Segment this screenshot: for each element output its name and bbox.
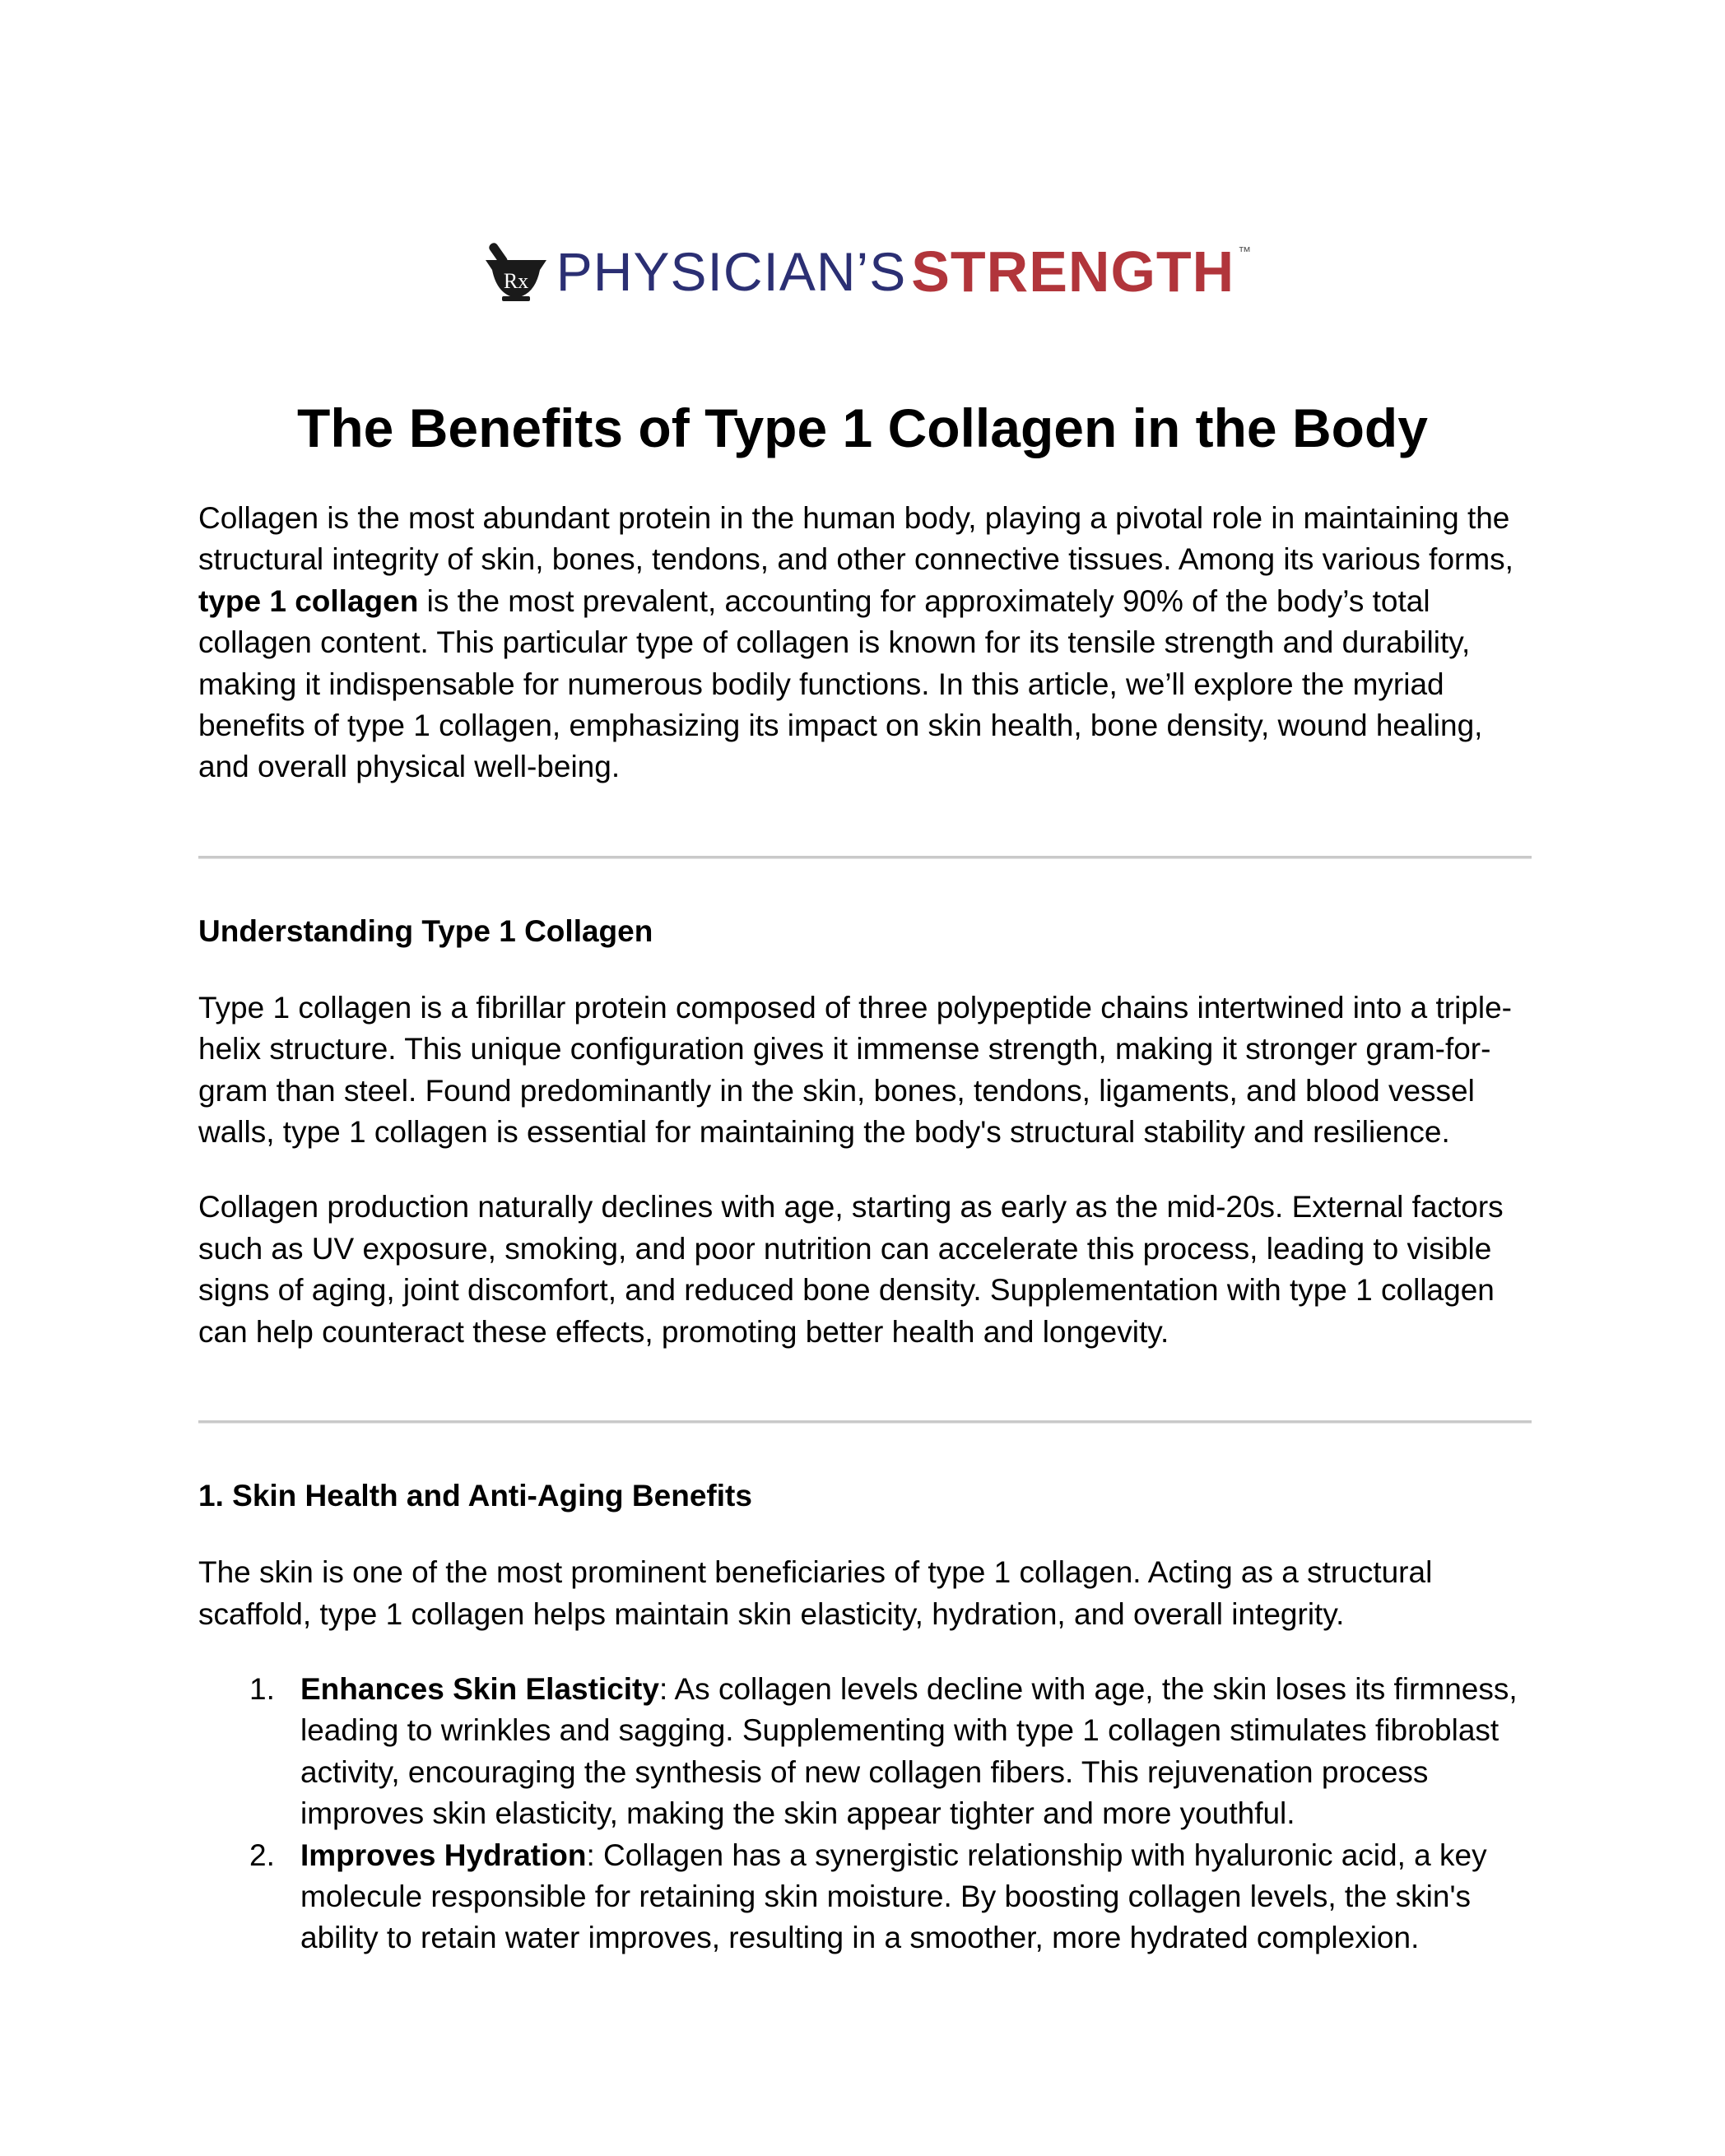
brand-name-part1: PHYSICIAN’S	[556, 241, 907, 302]
article-body	[198, 498, 1532, 1959]
understanding-paragraph-1: Type 1 collagen is a fibrillar protein composed of three polypeptide chains intertwined into a triple-helix structure. This unique configuration gives it immense strength, making it stronger gram-for-gram than steel. Found predominantly in the skin, bones, tendons, ligaments, and blood vessel walls, type 1 collagen is essential for maintaining the body's structural stability and resilience.	[198, 990, 1513, 1150]
section-divider	[198, 856, 1532, 859]
list-item	[198, 1835, 1532, 1959]
list-item-number: 2.	[249, 1838, 275, 1872]
list-item-title: Enhances Skin Elasticity	[300, 1671, 659, 1706]
section-heading-understanding: Understanding Type 1 Collagen	[198, 913, 653, 948]
intro-text-end: is the most prevalent, accounting for approximately 90% of the body’s total collagen content. This particular type of collagen is known for its tensile strength and durability, making it indispensable for numerous bodily functions. In this article, we’ll explore the myriad benefits of type 1 collagen, emphasizing its impact on skin health, bone density, wound healing, and overall physical well-being.	[198, 583, 1483, 784]
list-item-number: 1.	[249, 1671, 275, 1706]
list-item-title: Improves Hydration	[300, 1838, 587, 1872]
intro-paragraph	[198, 498, 1532, 788]
understanding-paragraph-2: Collagen production naturally declines with age, starting as early as the mid-20s. External factors such as UV exposure, smoking, and poor nutrition can accelerate this process, leading to visible signs of aging, joint discomfort, and reduced bone density. Supplementation with type 1 collagen can help counteract these effects, promoting better health and longevity.	[198, 1190, 1504, 1349]
page-title: The Benefits of Type 1 Collagen in the Body	[297, 397, 1428, 458]
list-item-text: : Collagen has a synergistic relationship with hyaluronic acid, a key molecule responsible for retaining skin moisture. By boosting collagen levels, the skin's ability to retain water improves, resulting in a smoother, more hydrated complexion.	[300, 1838, 1487, 1955]
skin-benefits-list	[198, 1669, 1532, 1959]
trademark-symbol: ™	[1238, 245, 1252, 259]
brand-logo-inner	[482, 239, 1251, 304]
intro-bold-term: type 1 collagen	[198, 583, 419, 618]
brand-logo	[0, 239, 1725, 304]
brand-name-part2: STRENGTH	[911, 239, 1235, 304]
rx-mark-text: Rx	[503, 269, 528, 293]
skin-health-paragraph: The skin is one of the most prominent beneficiaries of type 1 collagen. Acting as a structural scaffold, type 1 collagen helps maintain skin elasticity, hydration, and overall integrity.	[198, 1555, 1433, 1631]
list-item	[198, 1669, 1532, 1835]
section-heading-skin-health: 1. Skin Health and Anti-Aging Benefits	[198, 1479, 752, 1513]
section-divider	[198, 1420, 1532, 1424]
list-item-text: : As collagen levels decline with age, the skin loses its firmness, leading to wrinkles and sagging. Supplementing with type 1 collagen stimulates fibroblast activity, encouraging the synthesis of new collagen fibers. This rejuvenation process improves skin elasticity, making the skin appear tighter and more youthful.	[300, 1671, 1518, 1831]
mortar-pestle-rx-icon	[482, 240, 550, 303]
intro-text-start: Collagen is the most abundant protein in the human body, playing a pivotal role in maintaining the structural integrity of skin, bones, tendons, and other connective tissues. Among its various forms,	[198, 501, 1513, 577]
